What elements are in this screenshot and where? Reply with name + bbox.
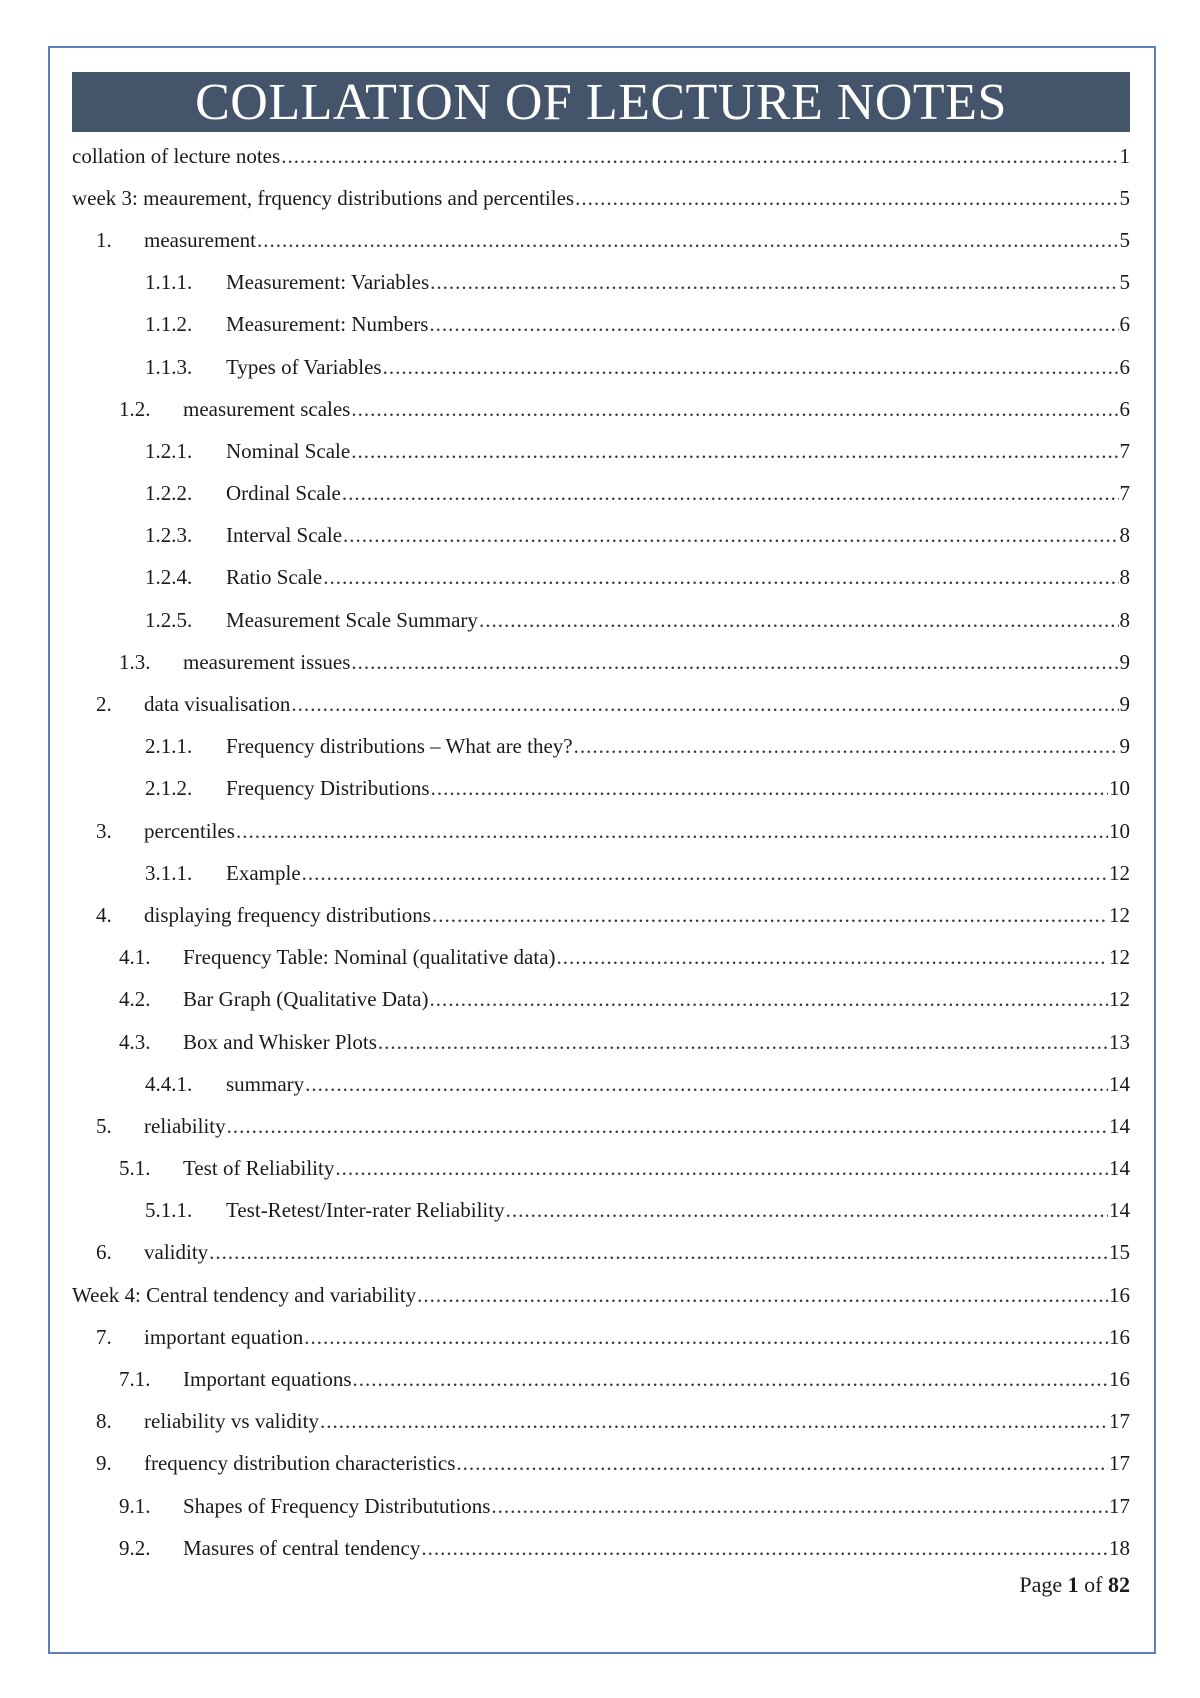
toc-entry[interactable] <box>72 768 1130 810</box>
toc-dot-leader <box>479 608 1119 633</box>
toc-entry[interactable] <box>72 1485 1130 1527</box>
toc-entry-label: Shapes of Frequency Distribututions <box>183 1493 491 1518</box>
toc-entry-number: 5.1.1. <box>145 1198 193 1223</box>
toc-entry-page-number: 6 <box>1119 396 1130 421</box>
toc-dot-leader <box>342 481 1119 506</box>
toc-dot-leader <box>456 1451 1108 1476</box>
toc-entry-number: 1.2. <box>119 396 151 421</box>
toc-entry[interactable] <box>72 515 1130 557</box>
toc-dot-leader <box>430 270 1118 295</box>
table-of-contents <box>72 135 1130 1569</box>
toc-entry[interactable] <box>72 1105 1130 1147</box>
toc-entry-label: summary <box>226 1071 305 1096</box>
toc-entry-label: Test of Reliability <box>183 1156 335 1181</box>
toc-entry[interactable] <box>72 219 1130 261</box>
toc-entry-page-number: 13 <box>1109 1029 1130 1054</box>
toc-entry-page-number: 5 <box>1119 270 1130 295</box>
toc-entry-page-number: 6 <box>1119 312 1130 337</box>
toc-entry[interactable] <box>72 937 1130 979</box>
toc-dot-leader <box>351 397 1118 422</box>
toc-entry-label: reliability vs validity <box>144 1409 319 1434</box>
toc-dot-leader <box>323 565 1118 590</box>
toc-entry-page-number: 16 <box>1109 1367 1130 1392</box>
toc-entry[interactable] <box>72 1063 1130 1105</box>
toc-dot-leader <box>351 650 1118 675</box>
toc-entry-label: Measurement Scale Summary <box>226 607 478 632</box>
toc-dot-leader <box>421 1536 1108 1561</box>
toc-dot-leader <box>429 312 1118 337</box>
toc-entry[interactable] <box>72 1021 1130 1063</box>
toc-entry-label: Ratio Scale <box>226 565 323 590</box>
toc-dot-leader <box>378 1030 1108 1055</box>
toc-dot-leader <box>320 1409 1108 1434</box>
toc-entry-page-number: 9 <box>1119 649 1130 674</box>
toc-entry[interactable] <box>72 1358 1130 1400</box>
toc-entry-number: 1.3. <box>119 649 151 674</box>
toc-entry[interactable] <box>72 1527 1130 1569</box>
toc-entry-label: measurement <box>144 227 256 252</box>
toc-entry-label: validity <box>144 1240 209 1265</box>
toc-entry-number: 1.1.2. <box>145 312 193 337</box>
toc-entry-number: 1.2.1. <box>145 438 193 463</box>
toc-dot-leader <box>281 144 1118 169</box>
toc-entry-number: 1.2.3. <box>145 523 193 548</box>
toc-entry-number: 3.1.1. <box>145 860 193 885</box>
toc-entry-number: 3. <box>96 818 112 843</box>
toc-entry-label: Example <box>226 860 301 885</box>
toc-entry[interactable] <box>72 1148 1130 1190</box>
toc-entry[interactable] <box>72 1232 1130 1274</box>
toc-entry-number: 7. <box>96 1324 112 1349</box>
toc-dot-leader <box>304 1325 1108 1350</box>
footer-current-page: 1 <box>1067 1572 1079 1597</box>
toc-entry-label: collation of lecture notes <box>72 143 281 168</box>
toc-entry[interactable] <box>72 726 1130 768</box>
toc-entry-label: displaying frequency distributions <box>144 902 431 927</box>
toc-entry-page-number: 16 <box>1109 1324 1130 1349</box>
toc-dot-leader <box>335 1156 1108 1181</box>
toc-entry-page-number: 12 <box>1109 860 1130 885</box>
toc-entry-number: 2.1.2. <box>145 776 193 801</box>
toc-entry-label: Important equations <box>183 1367 352 1392</box>
toc-entry-label: Masures of central tendency <box>183 1535 421 1560</box>
toc-entry-number: 1.2.5. <box>145 607 193 632</box>
toc-entry-page-number: 5 <box>1119 227 1130 252</box>
toc-entry[interactable] <box>72 346 1130 388</box>
toc-dot-leader <box>351 439 1118 464</box>
toc-dot-leader <box>305 1072 1108 1097</box>
toc-entry[interactable] <box>72 894 1130 936</box>
toc-entry-page-number: 17 <box>1109 1409 1130 1434</box>
toc-dot-leader <box>209 1240 1108 1265</box>
toc-entry-label: percentiles <box>144 818 235 843</box>
toc-dot-leader <box>575 186 1118 211</box>
toc-entry[interactable] <box>72 1190 1130 1232</box>
toc-entry-page-number: 14 <box>1109 1156 1130 1181</box>
toc-entry-page-number: 8 <box>1119 523 1130 548</box>
toc-dot-leader <box>417 1283 1108 1308</box>
toc-entry-label: reliability <box>144 1113 226 1138</box>
toc-entry-number: 2.1.1. <box>145 734 193 759</box>
toc-entry-label: Frequency distributions – What are they? <box>226 734 573 759</box>
toc-entry-page-number: 10 <box>1109 776 1130 801</box>
toc-dot-leader <box>291 692 1118 717</box>
toc-entry[interactable] <box>72 852 1130 894</box>
footer-prefix: Page <box>1019 1572 1068 1597</box>
toc-entry[interactable] <box>72 810 1130 852</box>
toc-entry-number: 9.1. <box>119 1493 151 1518</box>
toc-dot-leader <box>557 945 1108 970</box>
toc-entry-page-number: 9 <box>1119 692 1130 717</box>
page-footer <box>1019 1572 1130 1598</box>
toc-dot-leader <box>343 523 1118 548</box>
document-title: COLLATION OF LECTURE NOTES <box>72 72 1130 132</box>
toc-entry-page-number: 14 <box>1109 1071 1130 1096</box>
toc-entry-number: 4.2. <box>119 987 151 1012</box>
toc-entry[interactable] <box>72 599 1130 641</box>
toc-entry-page-number: 7 <box>1119 481 1130 506</box>
toc-entry[interactable] <box>72 430 1130 472</box>
toc-entry-label: data visualisation <box>144 692 291 717</box>
toc-entry-label: Frequency Distributions <box>226 776 430 801</box>
toc-entry[interactable] <box>72 1274 1130 1316</box>
toc-dot-leader <box>429 987 1108 1012</box>
toc-entry-page-number: 14 <box>1109 1113 1130 1138</box>
toc-dot-leader <box>383 355 1119 380</box>
toc-entry-label: Types of Variables <box>226 354 382 379</box>
toc-entry-page-number: 12 <box>1109 902 1130 927</box>
toc-entry-number: 4.1. <box>119 945 151 970</box>
toc-entry-page-number: 9 <box>1119 734 1130 759</box>
toc-entry[interactable] <box>72 177 1130 219</box>
toc-entry-label: Test-Retest/Inter-rater Reliability <box>226 1198 505 1223</box>
toc-entry-label: frequency distribution characteristics <box>144 1451 456 1476</box>
toc-entry-label: Interval Scale <box>226 523 343 548</box>
toc-entry-page-number: 16 <box>1109 1282 1130 1307</box>
toc-entry-page-number: 17 <box>1109 1451 1130 1476</box>
footer-total-pages: 82 <box>1108 1572 1130 1597</box>
toc-entry-page-number: 12 <box>1109 945 1130 970</box>
toc-entry-label: Measurement: Numbers <box>226 312 429 337</box>
toc-entry-number: 6. <box>96 1240 112 1265</box>
toc-entry-page-number: 15 <box>1109 1240 1130 1265</box>
toc-dot-leader <box>432 903 1108 928</box>
toc-entry-label: Bar Graph (Qualitative Data) <box>183 987 429 1012</box>
toc-entry[interactable] <box>72 388 1130 430</box>
toc-dot-leader <box>227 1114 1108 1139</box>
toc-entry-number: 5.1. <box>119 1156 151 1181</box>
toc-entry-label: Frequency Table: Nominal (qualitative data) <box>183 945 556 970</box>
toc-entry-number: 8. <box>96 1409 112 1434</box>
toc-entry-page-number: 18 <box>1109 1535 1130 1560</box>
toc-entry[interactable] <box>72 473 1130 515</box>
toc-entry-number: 9. <box>96 1451 112 1476</box>
toc-entry-page-number: 14 <box>1109 1198 1130 1223</box>
toc-entry-label: Measurement: Variables <box>226 270 430 295</box>
toc-entry-number: 1.2.2. <box>145 481 193 506</box>
toc-dot-leader <box>353 1367 1108 1392</box>
toc-entry-number: 7.1. <box>119 1367 151 1392</box>
toc-dot-leader <box>302 861 1108 886</box>
toc-dot-leader <box>236 819 1108 844</box>
footer-separator: of <box>1078 1572 1108 1597</box>
toc-entry-page-number: 8 <box>1119 607 1130 632</box>
toc-entry-page-number: 6 <box>1119 354 1130 379</box>
toc-entry-number: 5. <box>96 1113 112 1138</box>
toc-entry[interactable] <box>72 262 1130 304</box>
toc-entry[interactable] <box>72 1443 1130 1485</box>
toc-entry-page-number: 7 <box>1119 438 1130 463</box>
toc-entry-label: measurement issues <box>183 649 351 674</box>
toc-entry-label: week 3: meaurement, frquency distributions and percentiles <box>72 185 575 210</box>
toc-entry-number: 4.3. <box>119 1029 151 1054</box>
toc-entry-number: 1.1.3. <box>145 354 193 379</box>
toc-entry[interactable] <box>72 1316 1130 1358</box>
toc-dot-leader <box>574 734 1119 759</box>
toc-entry-number: 9.2. <box>119 1535 151 1560</box>
toc-entry-page-number: 17 <box>1109 1493 1130 1518</box>
toc-entry-number: 2. <box>96 692 112 717</box>
toc-entry-page-number: 1 <box>1119 143 1130 168</box>
toc-entry[interactable] <box>72 135 1130 177</box>
toc-entry-label: Week 4: Central tendency and variability <box>72 1282 417 1307</box>
toc-entry-page-number: 5 <box>1119 185 1130 210</box>
toc-dot-leader <box>257 228 1119 253</box>
toc-entry-page-number: 10 <box>1109 818 1130 843</box>
toc-entry-page-number: 8 <box>1119 565 1130 590</box>
toc-entry-label: Box and Whisker Plots <box>183 1029 377 1054</box>
toc-entry-number: 1. <box>96 227 112 252</box>
toc-entry-number: 4.4.1. <box>145 1071 193 1096</box>
toc-entry-label: Ordinal Scale <box>226 481 341 506</box>
toc-dot-leader <box>491 1494 1108 1519</box>
toc-entry[interactable] <box>72 304 1130 346</box>
toc-dot-leader <box>431 776 1108 801</box>
toc-entry-label: measurement scales <box>183 396 351 421</box>
toc-entry-number: 4. <box>96 902 112 927</box>
toc-entry[interactable] <box>72 1401 1130 1443</box>
toc-entry-label: important equation <box>144 1324 304 1349</box>
toc-entry-number: 1.2.4. <box>145 565 193 590</box>
toc-entry-page-number: 12 <box>1109 987 1130 1012</box>
toc-entry[interactable] <box>72 979 1130 1021</box>
toc-entry[interactable] <box>72 557 1130 599</box>
toc-entry[interactable] <box>72 641 1130 683</box>
toc-dot-leader <box>506 1198 1108 1223</box>
toc-entry-number: 1.1.1. <box>145 270 193 295</box>
toc-entry-label: Nominal Scale <box>226 438 351 463</box>
toc-entry[interactable] <box>72 683 1130 725</box>
